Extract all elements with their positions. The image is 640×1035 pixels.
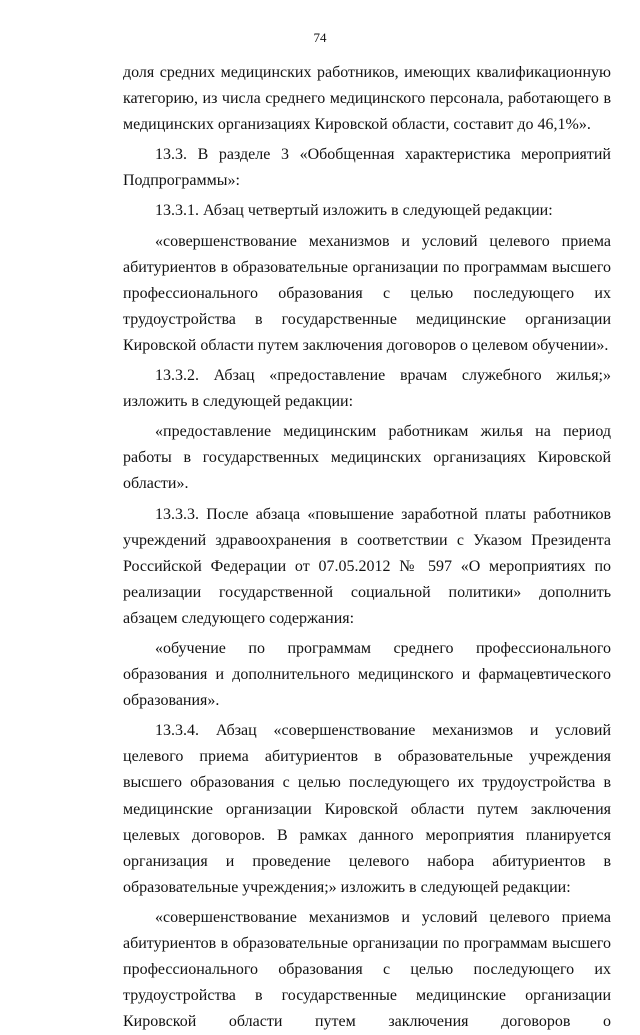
page-number: 74: [313, 30, 327, 45]
paragraph-quote-4: «совершенствование механизмов и условий целевого приема абитуриентов в образовательные организации по программам высшего профессионального образования с целью последующего их трудоустройства в государственные медицинские организации Кировской области путем заключения договоров о: [123, 908, 611, 1031]
paragraph-13-3-2: 13.3.2. Абзац «предоставление врачам служебного жилья;» изложить в следующей редакции:: [123, 367, 611, 411]
document-body: [123, 60, 611, 1035]
paragraph-quote-2: «предоставление медицинским работникам жилья на период работы в государственных медицинских организациях Кировской области».: [123, 423, 611, 493]
paragraph-13-3-1: 13.3.1. Абзац четвертый изложить в следующей редакции:: [155, 202, 553, 220]
paragraph-continuation: доля средних медицинских работников, имеющих квалификационную категорию, из числа среднего медицинского персонала, работающего в медицинских организациях Кировской области, составит до 46,1%».: [123, 64, 611, 134]
paragraph-13-3-4: 13.3.4. Абзац «совершенствование механизмов и условий целевого приема абитуриентов в образовательные учреждения высшего образования с целью последующего их трудоустройства в медицинские организации Кировской области путем заключения целевых договоров. В рамках данного мероприятия планируется организация и проведение целевого набора абитуриентов в образовательные учреждения;» изложить в следующей редакции:: [123, 722, 611, 896]
paragraph-13-3: 13.3. В разделе 3 «Обобщенная характеристика мероприятий Подпрограммы»:: [123, 146, 611, 190]
paragraph-13-3-3: 13.3.3. После абзаца «повышение заработной платы работников учреждений здравоохранения в соответствии с Указом Президента Российской Федерации от 07.05.2012 № 597 «О мероприятиях по реализации государственной социальной политики» дополнить абзацем следующего содержания:: [123, 505, 611, 627]
paragraph-quote-3: «обучение по программам среднего профессионального образования и дополнительного медицинского и фармацевтического образования».: [123, 639, 611, 710]
paragraph-quote-1: «совершенствование механизмов и условий целевого приема абитуриентов в образовательные организации по программам высшего профессионального образования с целью последующего их трудоустройства в государственные медицинские организации Кировской области путем заключения договоров о целевом обучении».: [123, 232, 611, 354]
